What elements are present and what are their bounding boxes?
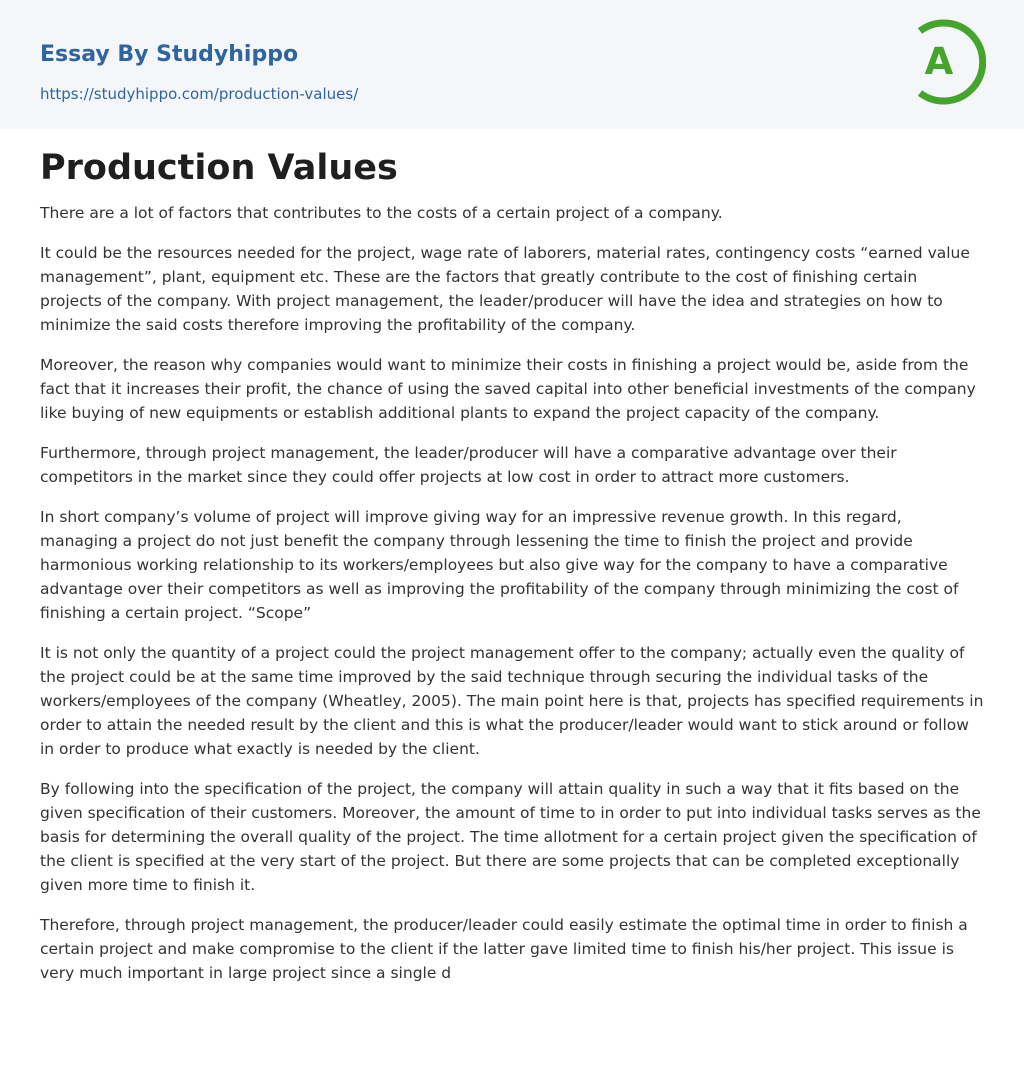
paragraph: It could be the resources needed for the project, wage rate of laborers, material rates, contingency costs “earned value management”, plant, equipment etc. These are the factors that greatly contribute to the cost of finishing certain projects of the company. With project management, the leader/producer will have the idea and strategies on how to minimize the said costs therefore improving the profitability of the company. [40,244,970,334]
brand-title[interactable]: Essay By Studyhippo [40,42,299,67]
site-header [0,0,1024,129]
page-title: Production Values [40,148,398,188]
logo-letter: A [924,40,954,83]
paragraph: Moreover, the reason why companies would want to minimize their costs in finishing a project would be, aside from the fact that it increases their profit, the chance of using the saved capital into other beneficial investments of the company like buying of new equipments or establish additional plants to expand the project capacity of the company. [40,356,976,422]
studyhippo-logo-icon[interactable] [912,19,986,105]
paragraph: By following into the specification of the project, the company will attain quality in such a way that it fits based on the given specification of their customers. Moreover, the amount of time to in order to put into individual tasks serves as the basis for determining the overall quality of the project. The time allotment for a certain project given the specification of the client is specified at the very start of the project. But there are some projects that can be completed exceptionally given more time to finish it. [40,780,981,894]
paragraph: Furthermore, through project management, the leader/producer will have a comparative advantage over their competitors in the market since they could offer projects at low cost in order to attract more customers. [40,444,897,486]
essay-content [0,129,1024,985]
paragraph: There are a lot of factors that contributes to the costs of a certain project of a company. [40,204,723,222]
paragraph: In short company’s volume of project will improve giving way for an impressive revenue growth. In this regard, managing a project do not just benefit the company through lessening the time to finish the project and provide harmonious working relationship to its workers/employees but also give way for the company to have a comparative advantage over their competitors as well as improving the profitability of the company through minimizing the cost of finishing a certain project. “Scope” [40,508,959,622]
essay-url-link[interactable]: https://studyhippo.com/production-values/ [40,85,359,103]
paragraph: It is not only the quantity of a project could the project management offer to the company; actually even the quality of the project could be at the same time improved by the said technique through securing the individual tasks of the workers/employees of the company (Wheatley, 2005). The main point here is that, projects has specified requirements in order to attain the needed result by the client and this is what the producer/leader would want to stick around or follow in order to produce what exactly is needed by the client. [40,644,984,758]
paragraph: Therefore, through project management, the producer/leader could easily estimate the optimal time in order to finish a certain project and make compromise to the client if the latter gave limited time to finish his/her project. This issue is very much important in large project since a single d [40,916,968,982]
